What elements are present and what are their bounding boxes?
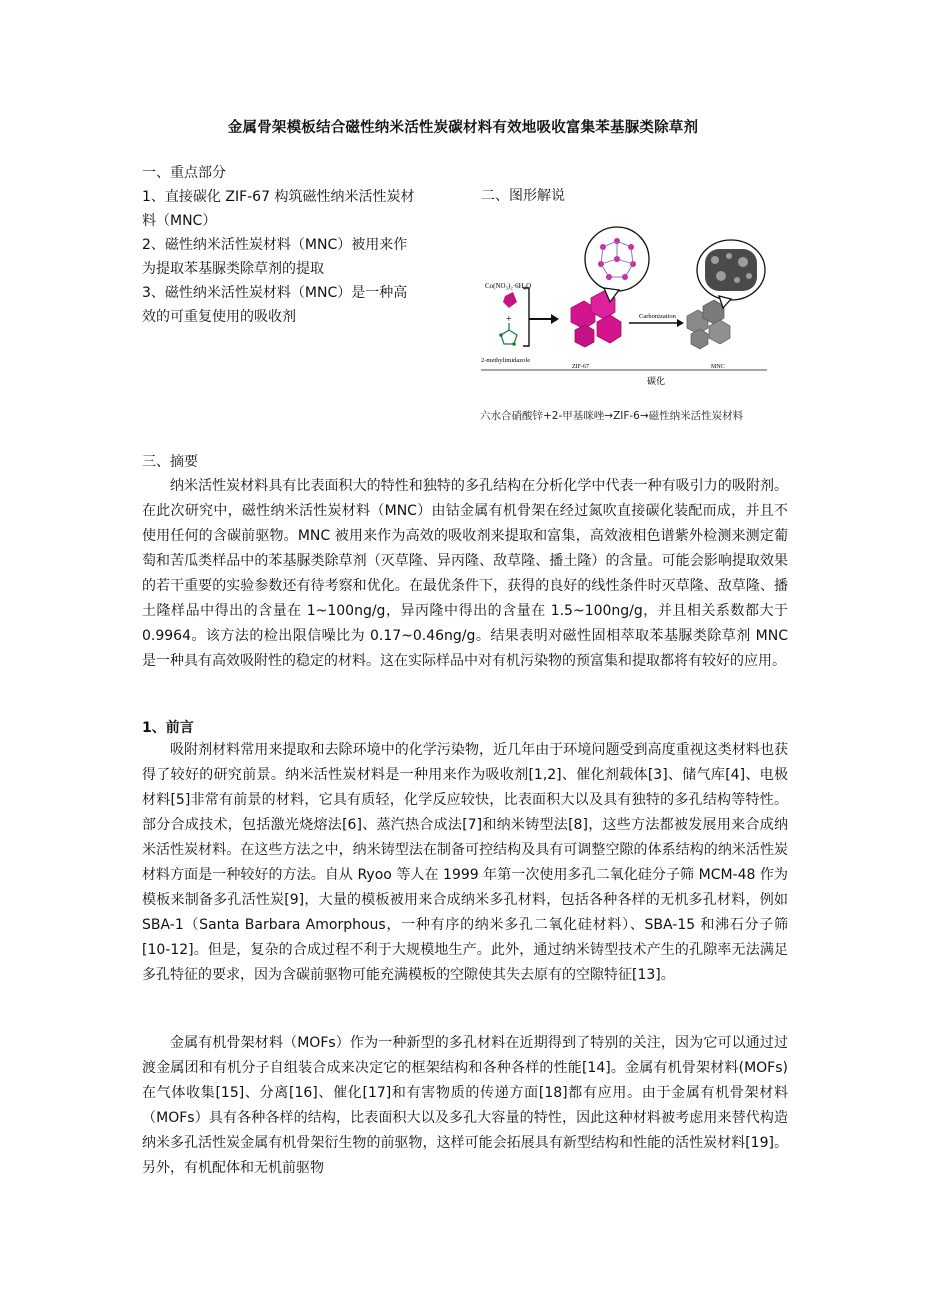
zif67-structure-bubble: [585, 227, 649, 302]
nitrogen-atom-icon: [499, 333, 503, 337]
reagent1-label: Co(NO₃)₂·6H₂O: [485, 282, 532, 290]
highlight-line: 料（MNC）: [142, 213, 217, 229]
carbonization-label: Carbonization: [639, 313, 676, 320]
arrow-head-icon: [551, 314, 559, 324]
highlights-heading: 一、重点部分: [142, 165, 226, 181]
graphic-heading: 二、图形解说: [481, 188, 565, 204]
plus-sign: +: [506, 314, 512, 325]
synthesis-figure: [479, 222, 769, 392]
nitrogen-atom-icon: [512, 342, 516, 346]
abstract-heading: 三、摘要: [142, 454, 198, 470]
document-title: 金属骨架模板结合磁性纳米活性炭碳材料有效地吸收富集苯基脲类除草剂: [227, 120, 699, 136]
abstract-paragraph: 纳米活性炭材料具有比表面积大的特性和独特的多孔结构在分析化学中代表一种有吸引力的吸附剂。在此次研究中，磁性纳米活性炭材料（MNC）由钴金属有机骨架在经过氮吹直接碳化装配而成，并且不使用任何的含碳前驱物。MNC 被用来作为高效的吸收剂来提取和富集，高效液相色谱紫外检测来测定葡萄和苦瓜类样品中的苯基脲类除草剂（灭草隆、异丙隆、敌草隆、播土隆）的含量。可能会影响提取效果的若干重要的实验参数还有待考察和优化。在最优条件下，获得的良好的线性条件时灭草隆、敌草隆、播土隆样品中得出的含量在 1~100ng/g，异丙隆中得出的含量在 1.5~100ng/g，并且相关系数都大于 0.9964。该方法的检出限信噪比为 0.17~0.46ng/g。结果表明对磁性固相萃取苯基脲类除草剂 MNC 是一种具有高效吸附性的稳定的材料。这在实际样品中对有机污染物的预富集和提取都将有较好的应用。: [142, 478, 788, 669]
imidazole-molecule: [501, 323, 517, 344]
highlight-line: 效的可重复使用的吸收剂: [142, 309, 296, 325]
highlight-line: 1、直接碳化 ZIF-67 构筑磁性纳米活性炭材: [142, 189, 415, 205]
carbonization-zh-label: 碳化: [647, 377, 666, 387]
highlight-line: 为提取苯基脲类除草剂的提取: [142, 261, 324, 277]
highlight-line: 3、磁性纳米活性炭材料（MNC）是一种高: [142, 285, 408, 301]
reagent1-crystal: [503, 292, 517, 308]
bracket: [523, 288, 529, 346]
reagent2-label: 2-methylimidazole: [481, 357, 531, 364]
mnc-tem-bubble: [697, 240, 765, 308]
zif67-crystals: [571, 291, 621, 347]
figure-caption: 六水合硝酸锌+2-甲基咪唑→ZIF-6→磁性纳米活性炭材料: [480, 410, 744, 422]
mnc-label: MNC: [711, 364, 725, 370]
intro-heading: 1、前言: [142, 720, 194, 736]
intro-paragraph-1: 吸附剂材料常用来提取和去除环境中的化学污染物，近几年由于环境问题受到高度重视这类材料也获得了较好的研究前景。纳米活性炭材料是一种用来作为吸收剂[1,2]、催化剂载体[3]、储气库[4]、电极材料[5]非常有前景的材料，它具有质轻，化学反应较快，比表面积大以及具有独特的多孔结构等特性。部分合成技术，包括激光烧熔法[6]、蒸汽热合成法[7]和纳米铸型法[8]，这些方法都被发展用来合成纳米活性炭材料。在这些方法之中，纳米铸型法在制备可控结构及具有可调整空隙的体系结构的纳米活性炭材料方面是一种较好的方法。自从 Ryoo 等人在 1999 年第一次使用多孔二氧化硅分子筛 MCM-48 作为模板来制备多孔活性炭[9]，大量的模板被用来合成纳米多孔材料，包括各种各样的无机多孔材料，例如 SBA-1（Santa Barbara Amorphous，一种有序的纳米多孔二氧化硅材料）、SBA-15 和沸石分子筛[10-12]。但是，复杂的合成过程不利于大规模地生产。此外，通过纳米铸型技术产生的孔隙率无法满足多孔特征的要求，因为含碳前驱物可能充满模板的空隙使其失去原有的空隙特征[13]。: [142, 742, 788, 983]
intro-paragraph-2: 金属有机骨架材料（MOFs）作为一种新型的多孔材料在近期得到了特别的关注，因为它可以通过过渡金属团和有机分子自组装合成来决定它的框架结构和各种各样的性能[14]。金属有机骨架材料(MOFs)在气体收集[15]、分离[16]、催化[17]和有害物质的传递方面[18]都有应用。由于金属有机骨架材料（MOFs）具有各种各样的结构，比表面积大以及多孔大容量的特性，因此这种材料被考虑用来替代构造纳米多孔活性炭金属有机骨架衍生物的前驱物，这样可能会拓展具有新型结构和性能的活性炭材料[19]。另外，有机配体和无机前驱物: [142, 1035, 788, 1176]
arrow-head-icon: [677, 319, 684, 327]
highlights-list: [142, 185, 462, 329]
highlight-line: 2、磁性纳米活性炭材料（MNC）被用来作: [142, 237, 408, 253]
zif67-label: ZIF-67: [572, 364, 589, 370]
